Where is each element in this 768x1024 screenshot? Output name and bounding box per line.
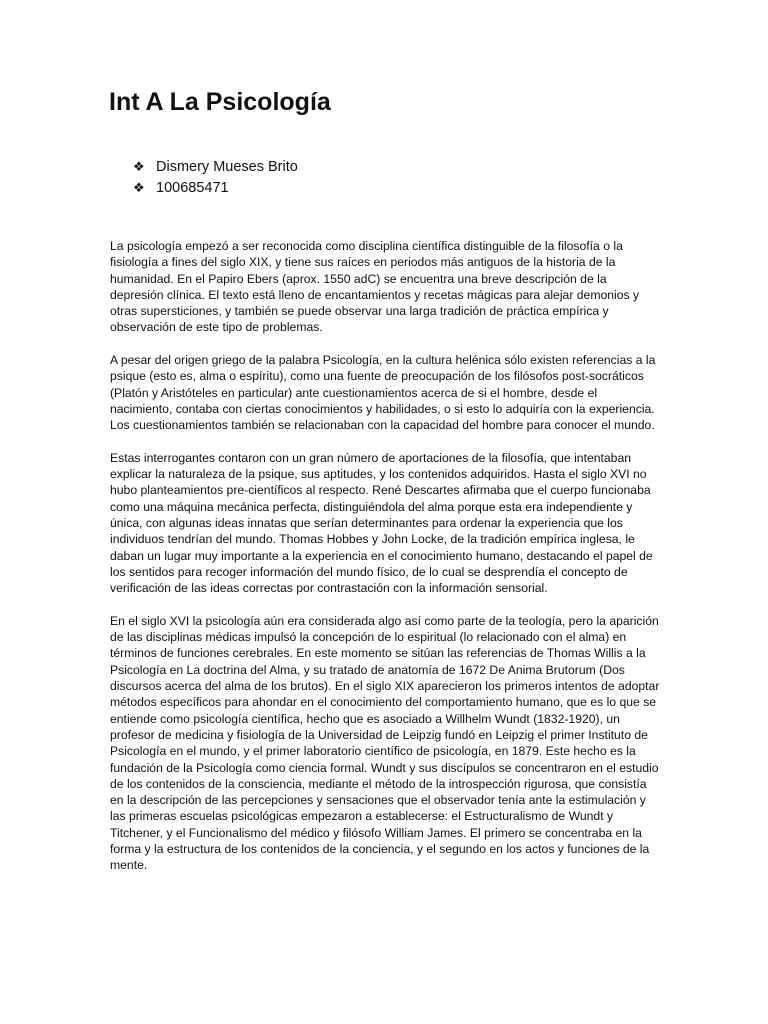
four-petal-diamond-bullet-icon: ❖	[133, 179, 145, 195]
document-body	[110, 238, 662, 890]
paragraph: En el siglo XVI la psicología aún era considerada algo así como parte de la teología, pero la aparición de las disciplinas médicas impulsó la concepción de lo espiritual (lo relacionado con el alma) en términos de funciones cerebrales. En este momento se sitúan las referencias de Thomas Willis a la Psicología en La doctrina del Alma, y su tratado de anatomía de 1672 De Anima Brutorum (Dos discursos acerca del alma de los brutos). En el siglo XIX aparecieron los primeros intentos de adoptar métodos específicos para ahondar en el conocimiento del comportamiento humano, que es lo que se entiende como psicología científica, hecho que es asociado a Willhelm Wundt (1832-1920), un profesor de medicina y fisiología de la Universidad de Leipzig fundó en Leipzig el primer Instituto de Psicología en el mundo, y el primer laboratorio científico de psicología, en 1879. Este hecho es la fundación de la Psicología como ciencia formal. Wundt y sus discípulos se concentraron en el estudio de los contenidos de la consciencia, mediante el método de la introspección rigurosa, que consistía en la descripción de las percepciones y sensaciones que el observador tenía ante la estimulación y las primeras escuelas psicológicas empezaron a establecerse: el Estructuralismo de Wundt y Titchener, y el Funcionalismo del médico y filósofo William James. El primero se concentraba en la forma y la estructura de los contenidos de la conciencia, y el segundo en los actos y funciones de la mente.	[110, 613, 660, 873]
author-info-list	[133, 156, 298, 198]
paragraph: Estas interrogantes contaron con un gran número de aportaciones de la filosofía, que intentaban explicar la naturaleza de la psique, sus aptitudes, y los contenidos adquiridos. Hasta el siglo XVI no hubo planteamientos pre-científicos al respecto. René Descartes afirmaba que el cuerpo funcionaba como una máquina mecánica perfecta, distinguiéndola del alma porque esta era independiente y única, con algunas ideas innatas que serían determinantes para ordenar la experiencia que los individuos tendrían del mundo. Thomas Hobbes y John Locke, de la tradición empírica inglesa, le daban un lugar muy importante a la experiencia en el conocimiento humano, destacando el papel de los sentidos para recoger información del mundo físico, de lo cual se desprendía el concepto de verificación de las ideas correctas por contrastación con la información sensorial.	[110, 450, 653, 596]
list-item	[133, 156, 298, 177]
author-name: Dismery Mueses Brito	[156, 158, 298, 175]
paragraph: La psicología empezó a ser reconocida como disciplina científica distinguible de la filosofía o la fisiología a fines del siglo XIX, y tiene sus raíces en periodos más antiguos de la historia de la humanidad. En el Papiro Ebers (aprox. 1550 adC) se encuentra una breve descripción de la depresión clínica. El texto está lleno de encantamientos y recetas mágicas para alejar demonios y otras supersticiones, y también se puede observar una larga tradición de práctica empírica y observación de este tipo de problemas.	[110, 239, 640, 335]
paragraph: A pesar del origen griego de la palabra Psicología, en la cultura helénica sólo existen referencias a la psique (esto es, alma o espíritu), como una fuente de preocupación de los filósofos post-socráticos (Platón y Aristóteles en particular) ante cuestionamientos acerca de si el hombre, desde el nacimiento, contaba con ciertas conocimientos y habilidades, o si esto lo adquiría con la experiencia. Los cuestionamientos también se relacionaban con la capacidad del hombre para conocer el mundo.	[110, 353, 656, 433]
student-id: 100685471	[156, 179, 229, 196]
four-petal-diamond-bullet-icon: ❖	[133, 158, 145, 174]
list-item	[133, 177, 298, 198]
document-title: Int A La Psicología	[109, 88, 331, 116]
